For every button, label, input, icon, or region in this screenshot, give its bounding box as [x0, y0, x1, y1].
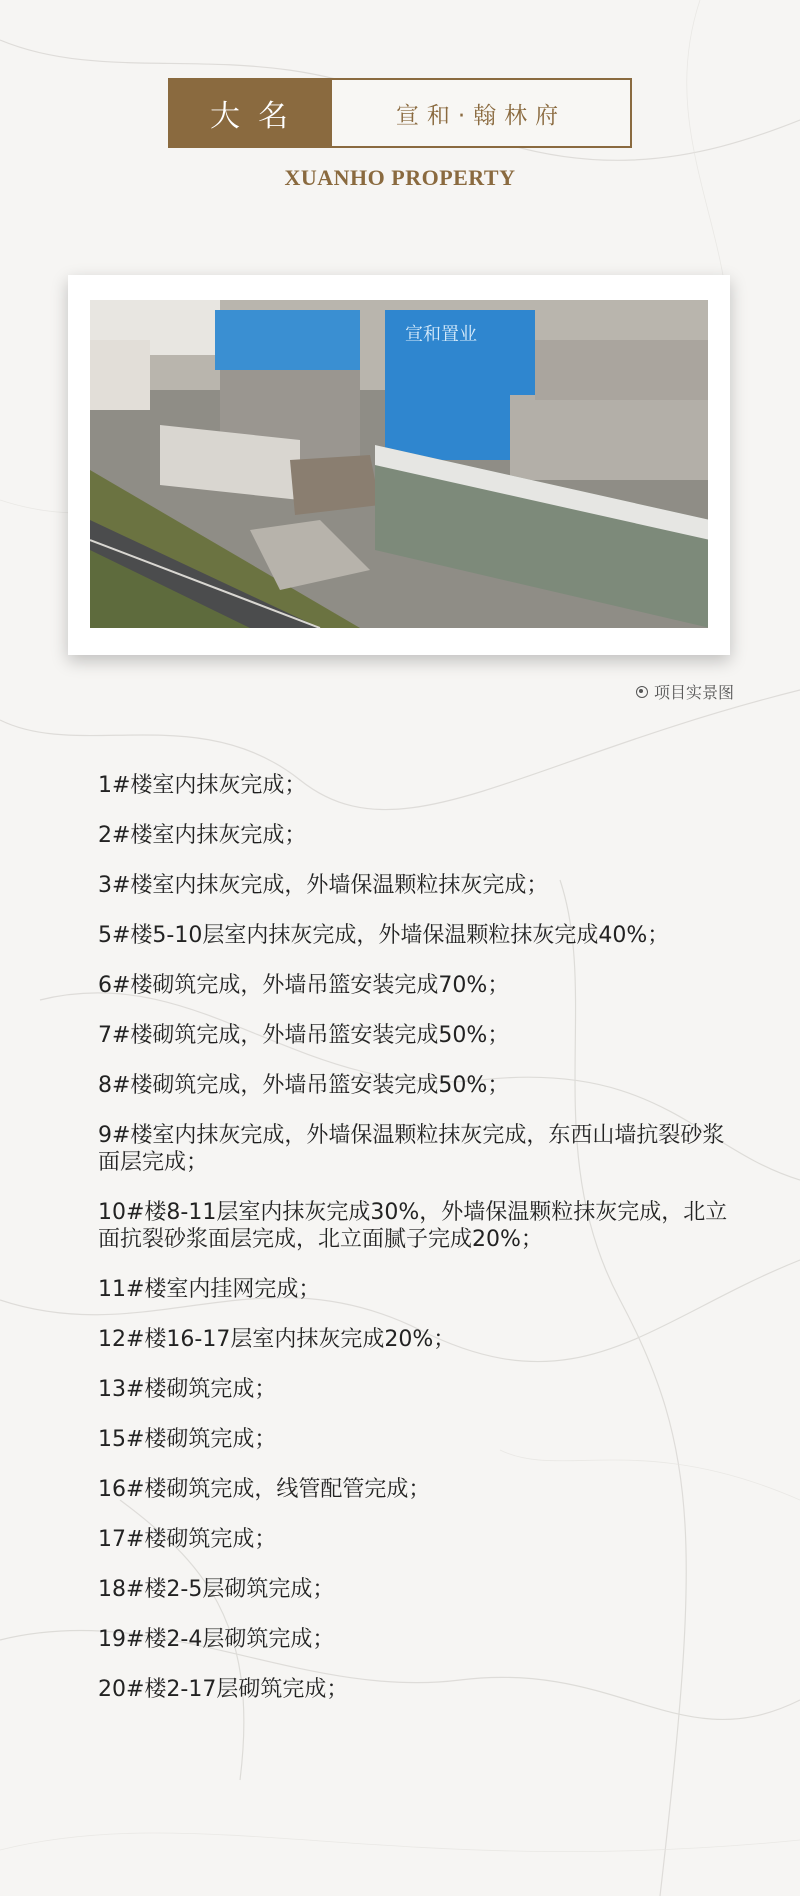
progress-item: 15#楼砌筑完成；: [98, 1427, 277, 1452]
progress-item: 7#楼砌筑完成，外墙吊篮安装完成50%；: [98, 1023, 510, 1048]
progress-item: 6#楼砌筑完成，外墙吊篮安装完成70%；: [98, 973, 510, 998]
progress-item: 1#楼室内抹灰完成；: [98, 773, 307, 798]
progress-item: 19#楼2-4层砌筑完成；: [98, 1627, 335, 1652]
photo-caption-text: 项目实景图: [653, 683, 734, 702]
progress-item: 8#楼砌筑完成，外墙吊篮安装完成50%；: [98, 1073, 510, 1098]
progress-item: 18#楼2-5层砌筑完成；: [98, 1577, 335, 1602]
progress-item: 12#楼16-17层室内抹灰完成20%；: [98, 1327, 456, 1352]
progress-item: 5#楼5-10层室内抹灰完成，外墙保温颗粒抹灰完成40%；: [98, 923, 670, 948]
photo-card: [68, 275, 730, 655]
photo-caption: [636, 680, 734, 703]
photo-banner-text: 宣和置业: [405, 324, 477, 345]
progress-item: 10#楼8-11层室内抹灰完成30%，外墙保温颗粒抹灰完成，北立面抗裂砂浆面层完成，北立面腻子完成20%；: [98, 1200, 728, 1252]
progress-list: [98, 772, 738, 1726]
progress-item: 20#楼2-17层砌筑完成；: [98, 1677, 349, 1702]
brand-logo: [168, 78, 632, 148]
progress-item: 11#楼室内挂网完成；: [98, 1277, 321, 1302]
progress-item: 16#楼砌筑完成，线管配管完成；: [98, 1477, 431, 1502]
target-circle-icon: [636, 686, 648, 698]
progress-item: 2#楼室内抹灰完成；: [98, 823, 307, 848]
progress-item: 13#楼砌筑完成；: [98, 1377, 277, 1402]
progress-item: 9#楼室内抹灰完成，外墙保温颗粒抹灰完成，东西山墙抗裂砂浆面层完成；: [98, 1123, 725, 1175]
logo-project-name: 宣和·翰林府: [395, 102, 567, 129]
progress-item: 3#楼室内抹灰完成，外墙保温颗粒抹灰完成；: [98, 873, 549, 898]
progress-item: 17#楼砌筑完成；: [98, 1527, 277, 1552]
project-site-photo: [90, 300, 708, 628]
logo-city: 大名: [170, 80, 332, 146]
company-subtitle: XUANHO PROPERTY: [284, 165, 516, 190]
